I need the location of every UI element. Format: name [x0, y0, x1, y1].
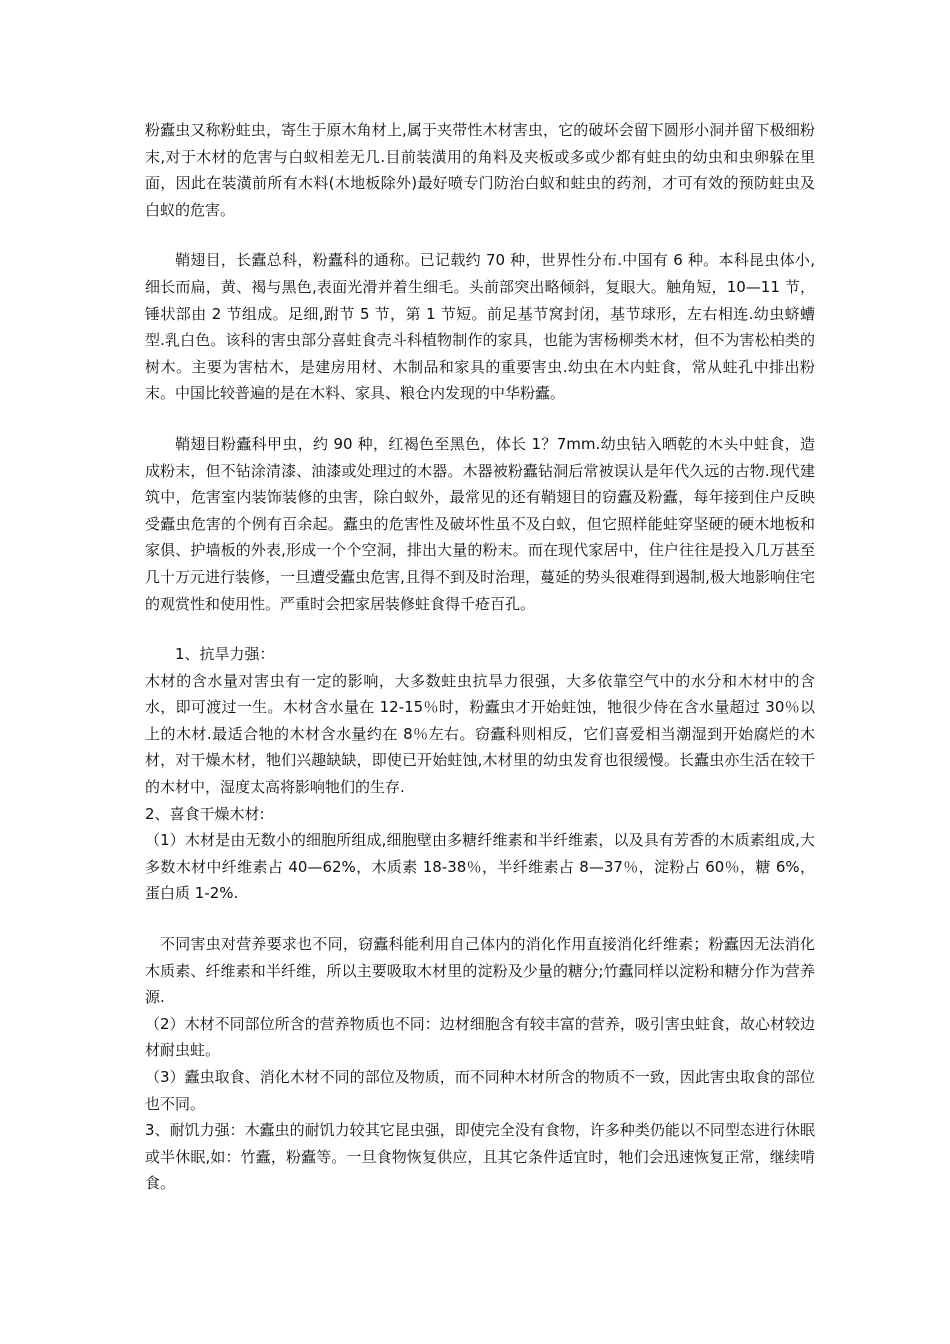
paragraph-taxonomy: 鞘翅目，长蠹总科，粉蠹科的通称。已记载约 70 种，世界性分布.中国有 6 种。本科昆虫体小,细长而扁，黄、褐与黑色,表面光滑并着生细毛。头前部突出略倾斜，复眼大。触角短，10—11 节，锤状部由 2 节组成。足细,跗节 5 节，第 1 节短。前足基节窝封闭，基节球形，左右相连.幼虫蛴螬型.乳白色。该科的害虫部分喜蛀食壳斗科植物制作的家具，也能为害杨柳类木材，但不为害松柏类的树木。主要为害枯木，是建房用材、木制品和家具的重要害虫.幼虫在木内蛀食，常从蛀孔中排出粉末。中国比较普遍的是在木料、家具、粮仓内发现的中华粉蠹。: [145, 251, 815, 403]
paragraph-hunger-tolerance: 3、耐饥力强：木蠹虫的耐饥力较其它昆虫强，即使完全没有食物，许多种类仍能以不同型态进行休眠或半休眠,如：竹蠹，粉蠹等。一旦食物恢复供应，且其它条件适宜时，牠们会迅速恢复正常，继续啃食。: [145, 1121, 815, 1193]
paragraph-sapwood: （2）木材不同部位所含的营养物质也不同：边材细胞含有较丰富的营养，吸引害虫蛀食，故心材较边材耐虫蛀。: [145, 1014, 815, 1060]
paragraph-moisture: 木材的含水量对害虫有一定的影响，大多数蛀虫抗旱力很强，大多依靠空气中的水分和木材中的含水，即可渡过一生。木材含水量在 12-15％时，粉蠹虫才开始蛀蚀，牠很少侍在含水量超过 30％以上的木材.最适合牠的木材含水量约在 8％左右。窃蠹科则相反，它们喜爱相当潮湿到开始腐烂的木材，对干燥木材，牠们兴趣缺缺，即使已开始蛀蚀,木材里的幼虫发育也很缓慢。长蠹虫亦生活在较干的木材中，湿度太高将影响牠们的生存.: [145, 671, 815, 797]
paragraph-gap: [145, 617, 815, 641]
paragraph-feeding-parts: （3）蠹虫取食、消化木材不同的部位及物质，而不同种木材所含的物质不一致，因此害虫取食的部位也不同。: [145, 1068, 815, 1113]
heading-dry-wood: 2、喜食干燥木材:: [145, 804, 265, 823]
paragraph-intro: 粉蠹虫又称粉蛀虫，寄生于原木角材上,属于夹带性木材害虫，它的破坏会留下圆形小洞并留下极细粉末,对于木材的危害与白蚁相差无几.目前装潢用的角料及夹板或多或少都有蛀虫的幼虫和虫卵躲在里面，因此在装潢前所有木料(木地板除外)最好喷专门防治白蚁和蛀虫的药剂，才可有效的预防蛀虫及白蚁的危害。: [145, 121, 815, 219]
paragraph-gap: [145, 907, 815, 931]
paragraph-wood-composition: （1）木材是由无数小的细胞所组成,细胞壁由多糖纤维素和半纤维素，以及具有芳香的木质素组成,大多数木材中纤维素占 40—62%，木质素 18-38％，半纤维素占 8—37％，淀粉占 60％，糖 6%，蛋白质 1-2%.: [145, 831, 815, 903]
heading-drought-resistance: 1、抗旱力强：: [175, 645, 275, 664]
paragraph-beetle: 鞘翅目粉蠹科甲虫，约 90 种，红褐色至黑色，体长 1？7mm.幼虫钻入晒乾的木头中蛀食，造成粉末，但不钻涂清漆、油漆或处理过的木器。木器被粉蠹钻洞后常被误认是年代久远的古物.现代建筑中，危害室内装饰装修的虫害，除白蚁外，最常见的还有鞘翅目的窃蠹及粉蠹，每年接到住户反映受蠹虫危害的个例有百余起。蠹虫的危害性及破坏性虽不及白蚁，但它照样能蛀穿坚硬的硬木地板和家俱、护墙板的外表,形成一个个空洞，排出大量的粉末。而在现代家居中，住户往往是投入几万甚至几十万元进行装修，一旦遭受蠹虫危害,且得不到及时治理，蔓延的势头很难得到遏制,极大地影响住宅的观赏性和使用性。严重时会把家居装修蛀食得千疮百孔。: [145, 434, 815, 613]
paragraph-gap: [145, 223, 815, 247]
paragraph-nutrition: 不同害虫对营养要求也不同，窃蠹科能利用自己体内的消化作用直接消化纤维素；粉蠹因无法消化木质素、纤维素和半纤维，所以主要吸取木材里的淀粉及少量的糖分;竹蠹同样以淀粉和糖分作为营养源.: [145, 935, 815, 1007]
document-page: [145, 117, 815, 1197]
paragraph-gap: [145, 407, 815, 431]
